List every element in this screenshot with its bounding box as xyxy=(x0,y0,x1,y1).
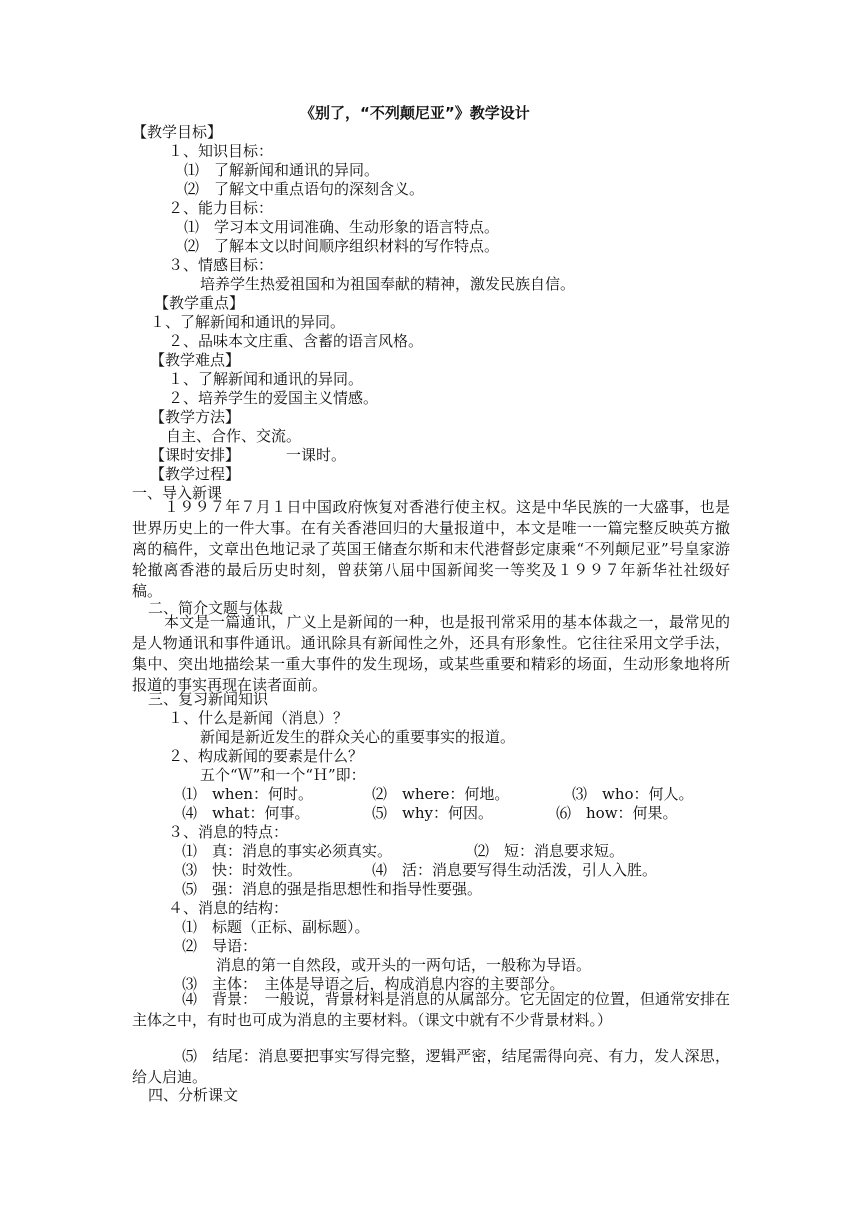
element-where: ⑵ where：何地。 xyxy=(372,785,510,803)
trait-fast: ⑶ 快：时效性。 xyxy=(182,861,303,879)
step-1-heading: 一、导入新课 xyxy=(132,484,223,502)
section-header-goals: 【教学目标】 xyxy=(132,123,223,141)
goal-knowledge-item-1: ⑴ 了解新闻和通讯的异同。 xyxy=(184,161,380,179)
element-why: ⑸ why：何因。 xyxy=(372,804,493,822)
goal-ability: ２、能力目标： xyxy=(168,199,274,217)
structure-body: ⑶ 主体： 主体是导语之后，构成消息内容的主要部分。 xyxy=(182,975,565,993)
focus-item-2: ２、品味本文庄重、含蓄的语言风格。 xyxy=(168,332,424,350)
goal-emotion-item: 培养学生热爱祖国和为祖国奉献的精神，激发民族自信。 xyxy=(200,275,576,293)
step-2-heading: 二、简介文题与体裁 xyxy=(148,599,284,617)
answer-2-intro: 五个“Ｗ”和一个“Ｈ”即： xyxy=(200,766,366,784)
structure-background: ⑷ 背景： 一般说，背景材料是消息的从属部分。它无固定的位置，但通常安排在主体之中，有时也可成为消息的主要材料。（课文中就有不少背景材料。） xyxy=(132,990,730,1029)
question-4: ４、消息的结构： xyxy=(168,899,289,917)
trait-lively: ⑷ 活：消息要写得生动活泼，引人入胜。 xyxy=(372,861,658,879)
structure-title: ⑴ 标题（正标、副标题）。 xyxy=(182,918,370,936)
question-3: ３、消息的特点： xyxy=(168,823,289,841)
element-how: ⑹ how：何果。 xyxy=(556,804,678,822)
goal-knowledge-item-2: ⑵ 了解文中重点语句的深刻含义。 xyxy=(184,180,425,198)
document-title: 《别了，“不列颠尼亚”》教学设计 xyxy=(300,104,530,122)
answer-1: 新闻是新近发生的群众关心的重要事实的报道。 xyxy=(200,728,516,746)
goal-ability-item-2: ⑵ 了解本文以时间顺序组织材料的写作特点。 xyxy=(184,237,500,255)
method-text: 自主、合作、交流。 xyxy=(166,427,302,445)
trait-true: ⑴ 真：消息的事实必须真实。 xyxy=(182,842,393,860)
section-header-focus: 【教学重点】 xyxy=(154,294,245,312)
question-1: １、什么是新闻（消息）？ xyxy=(168,709,349,727)
section-header-schedule: 【课时安排】 xyxy=(150,446,241,464)
question-2: ２、构成新闻的要素是什么？ xyxy=(168,747,364,765)
difficulty-item-2: ２、培养学生的爱国主义情感。 xyxy=(168,389,379,407)
difficulty-item-1: １、了解新闻和通讯的异同。 xyxy=(168,370,364,388)
step-1-paragraph: １９９７年７月１日中国政府恢复对香港行使主权。这是中华民族的一大盛事，也是世界历史上的一件大事。在有关香港回归的大量报道中，本文是唯一一篇完整反映英方撤离的稿件，文章出色地记录了英国王储查尔斯和末代港督彭定康乘“不列颠尼亚”号皇家游轮撤离香港的最后历史时刻，曾获第八届中国新闻奖一等奖及１９９７年新华社社级好稿。 xyxy=(132,498,730,600)
trait-short: ⑵ 短：消息要求短。 xyxy=(474,842,625,860)
element-when: ⑴ when：何时。 xyxy=(182,785,314,803)
trait-strong: ⑸ 强：消息的强是指思想性和指导性要强。 xyxy=(182,880,483,898)
step-3-heading: 三、复习新闻知识 xyxy=(148,690,269,708)
section-header-method: 【教学方法】 xyxy=(150,408,241,426)
element-what: ⑷ what：何事。 xyxy=(182,804,310,822)
goal-knowledge: １、知识目标： xyxy=(168,142,274,160)
focus-item-1: １、了解新闻和通讯的异同。 xyxy=(150,313,346,331)
step-2-paragraph: 本文是一篇通讯，广义上是新闻的一种，也是报刊常采用的基本体裁之一，最常见的是人物通讯和事件通讯。通讯除具有新闻性之外，还具有形象性。它往往采用文学手法，集中、突出地描绘某一重大事件的发生现场，或某些重要和精彩的场面，生动形象地将所报道的事实再现在读者面前。 xyxy=(132,613,730,694)
element-who: ⑶ who：何人。 xyxy=(572,785,694,803)
structure-ending: ⑸ 结尾：消息要把事实写得完整，逻辑严密，结尾需得向亮、有力，发人深思，给人启迪。 xyxy=(132,1047,730,1086)
goal-ability-item-1: ⑴ 学习本文用词准确、生动形象的语言特点。 xyxy=(184,218,500,236)
structure-lead-desc: 消息的第一自然段，或开头的一两句话，一般称为导语。 xyxy=(216,956,592,974)
section-header-difficulty: 【教学难点】 xyxy=(150,351,241,369)
schedule-text: 一课时。 xyxy=(286,446,347,464)
goal-emotion: ３、情感目标： xyxy=(168,256,274,274)
step-4-heading: 四、分析课文 xyxy=(148,1086,239,1104)
structure-lead: ⑵ 导语： xyxy=(182,937,258,955)
section-header-process: 【教学过程】 xyxy=(150,465,241,483)
